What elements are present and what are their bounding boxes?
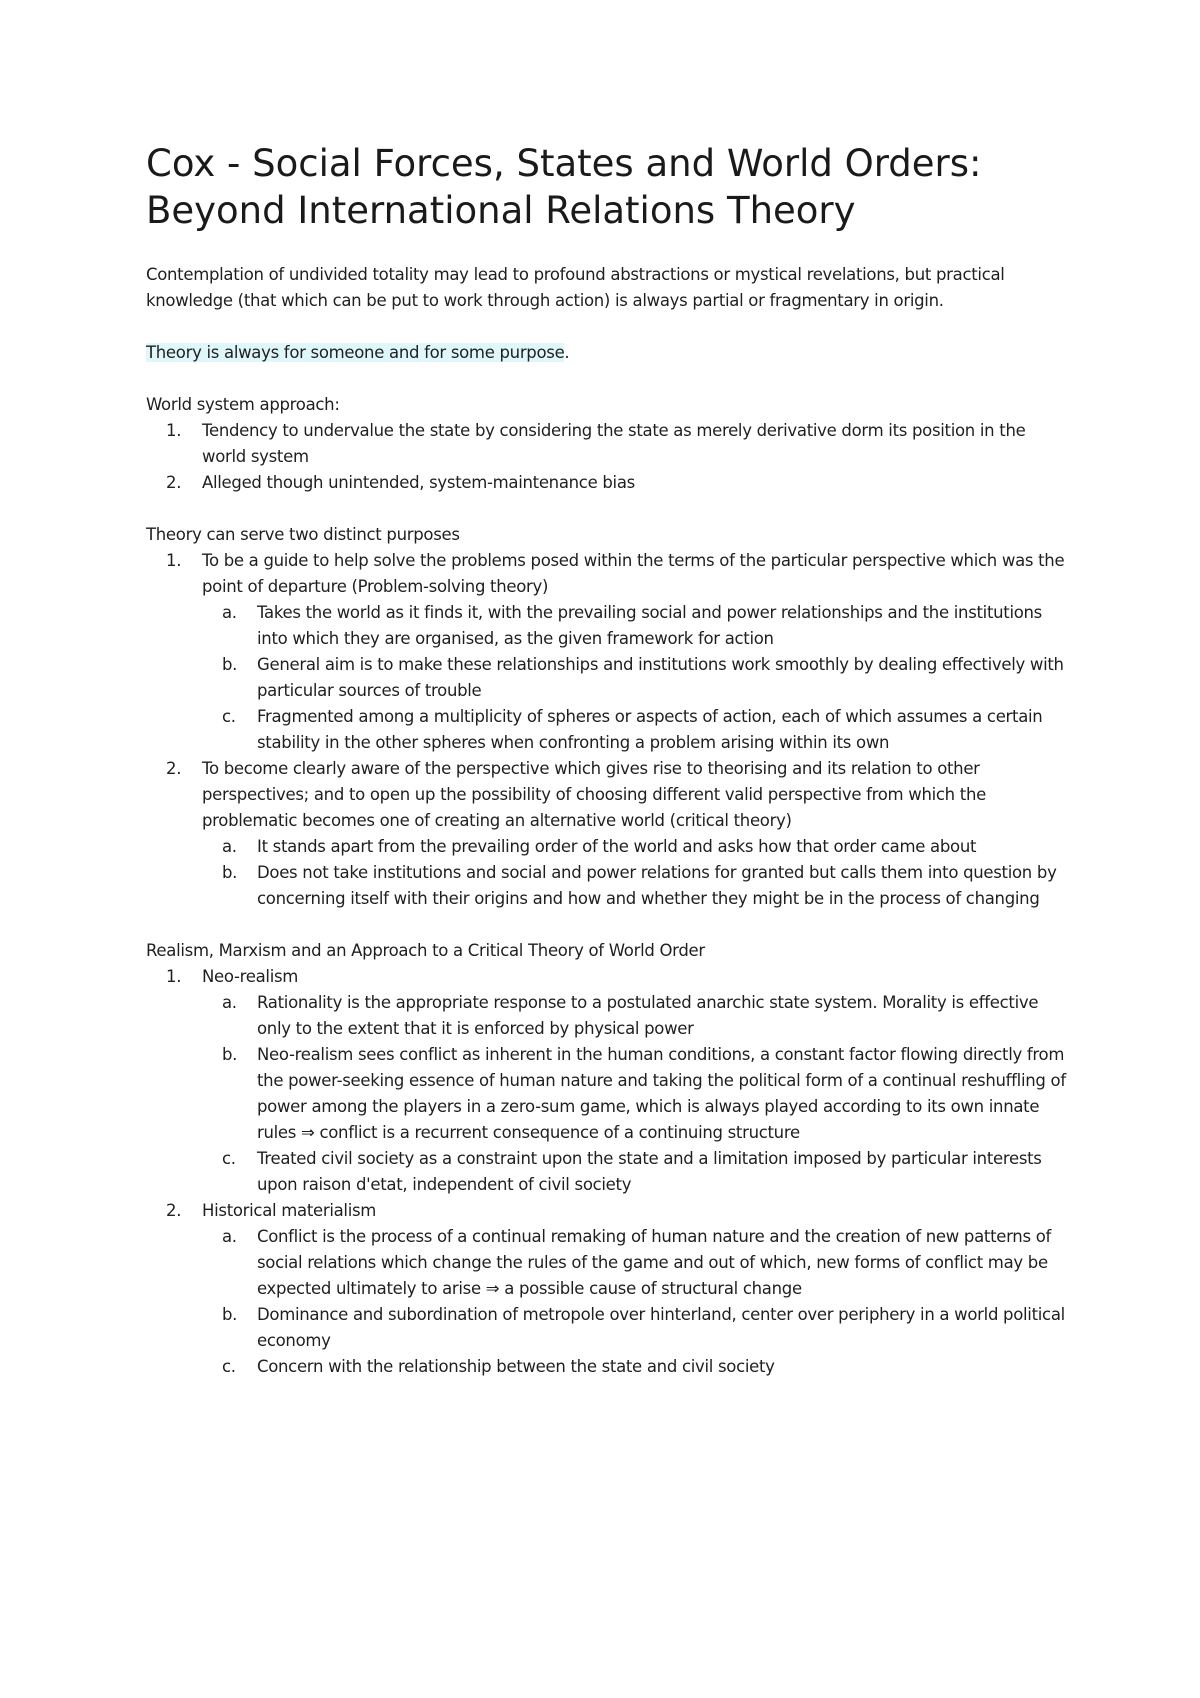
sub-list-item: [202, 1302, 1066, 1354]
sub-list-item-text: General aim is to make these relationships and institutions work smoothly by dealing effectively with particular sources of trouble: [257, 655, 1064, 700]
highlight-trailing: .: [564, 343, 570, 362]
sub-list-item: [202, 1354, 1066, 1380]
sub-list-item-text: Does not take institutions and social and power relations for granted but calls them into question by concerning itself with their origins and how and whether they might be in the process of changing: [257, 863, 1057, 908]
sub-list-item: [202, 652, 1066, 704]
list-item: [146, 964, 1066, 1198]
intro-paragraph: Contemplation of undivided totality may lead to profound abstractions or mystical revelations, but practical knowledge (that which can be put to work through action) is always partial or fragmentary in origin.: [146, 265, 1005, 310]
sub-list-item: [202, 600, 1066, 652]
document-body: [146, 262, 1066, 1380]
sub-list-item: [202, 834, 1066, 860]
sub-list-item: [202, 1146, 1066, 1198]
sub-list-marker: b.: [222, 1045, 238, 1064]
document-page: [146, 140, 1066, 1380]
sub-list-marker: b.: [222, 863, 238, 882]
sub-list-item-text: Fragmented among a multiplicity of spheres or aspects of action, each of which assumes a certain stability in the other spheres when confronting a problem arising within its own: [257, 707, 1043, 752]
list-item-text: To become clearly aware of the perspective which gives rise to theorising and its relation to other perspectives; and to open up the possibility of choosing different valid perspective from which the problematic becomes one of creating an alternative world (critical theory): [202, 759, 986, 830]
list-marker: 1.: [166, 551, 182, 570]
section-heading: World system approach:: [146, 395, 340, 414]
list-item: [146, 470, 1066, 496]
document-title: Cox - Social Forces, States and World Orders: Beyond International Relations Theory: [146, 142, 982, 232]
list-marker: 1.: [166, 421, 182, 440]
sub-list-item: [202, 704, 1066, 756]
list-item-text: Neo-realism: [202, 967, 299, 986]
section-heading: Realism, Marxism and an Approach to a Critical Theory of World Order: [146, 941, 705, 960]
sub-list-item-text: Dominance and subordination of metropole over hinterland, center over periphery in a world political economy: [257, 1305, 1065, 1350]
sub-list-item-text: Conflict is the process of a continual remaking of human nature and the creation of new patterns of social relations which change the rules of the game and out of which, new forms of conflict may be expected ultimately to arise ⇒ a possible cause of structural change: [257, 1227, 1051, 1298]
sub-list-marker: a.: [222, 993, 237, 1012]
sub-list-marker: a.: [222, 1227, 237, 1246]
world-system-list: [146, 418, 1066, 496]
sub-list: [202, 834, 1066, 912]
sub-list-marker: c.: [222, 1357, 236, 1376]
world-system-section: [146, 392, 1066, 496]
sub-list-marker: c.: [222, 1149, 236, 1168]
list-item: [146, 756, 1066, 912]
sub-list-item-text: Rationality is the appropriate response to a postulated anarchic state system. Morality is effective only to the extent that it is enforced by physical power: [257, 993, 1039, 1038]
sub-list-marker: c.: [222, 707, 236, 726]
list-item-text: Tendency to undervalue the state by considering the state as merely derivative dorm its position in the world system: [202, 421, 1026, 466]
purposes-list: [146, 548, 1066, 912]
list-item: [146, 418, 1066, 470]
sub-list-item-text: Concern with the relationship between the state and civil society: [257, 1357, 775, 1376]
sub-list-marker: b.: [222, 1305, 238, 1324]
list-item-text: Historical materialism: [202, 1201, 377, 1220]
sub-list-item-text: Takes the world as it finds it, with the prevailing social and power relationships and the institutions into which they are organised, as the given framework for action: [257, 603, 1042, 648]
list-marker: 2.: [166, 1201, 182, 1220]
sub-list: [202, 990, 1066, 1198]
realism-list: [146, 964, 1066, 1380]
purposes-section: [146, 522, 1066, 912]
list-marker: 2.: [166, 473, 182, 492]
list-marker: 2.: [166, 759, 182, 778]
list-item-text: Alleged though unintended, system-maintenance bias: [202, 473, 635, 492]
sub-list: [202, 1224, 1066, 1380]
highlight-paragraph: [146, 340, 1066, 366]
highlighted-text: Theory is always for someone and for some purpose: [146, 343, 565, 362]
sub-list-marker: b.: [222, 655, 238, 674]
list-item: [146, 1198, 1066, 1380]
sub-list-item: [202, 860, 1066, 912]
sub-list-marker: a.: [222, 837, 237, 856]
sub-list-item-text: Neo-realism sees conflict as inherent in the human conditions, a constant factor flowing directly from the power-seeking essence of human nature and taking the political form of a continual reshuffling of power among the players in a zero-sum game, which is always played according to its own innate rules ⇒ conflict is a recurrent consequence of a continuing structure: [257, 1045, 1066, 1142]
list-item-text: To be a guide to help solve the problems posed within the terms of the particular perspective which was the point of departure (Problem-solving theory): [202, 551, 1065, 596]
sub-list-marker: a.: [222, 603, 237, 622]
sub-list-item: [202, 1042, 1066, 1146]
sub-list-item: [202, 990, 1066, 1042]
section-heading: Theory can serve two distinct purposes: [146, 525, 460, 544]
sub-list-item-text: Treated civil society as a constraint upon the state and a limitation imposed by particular interests upon raison d'etat, independent of civil society: [257, 1149, 1042, 1194]
sub-list-item: [202, 1224, 1066, 1302]
list-item: [146, 548, 1066, 756]
sub-list-item-text: It stands apart from the prevailing order of the world and asks how that order came about: [257, 837, 977, 856]
list-marker: 1.: [166, 967, 182, 986]
realism-section: [146, 938, 1066, 1380]
sub-list: [202, 600, 1066, 756]
